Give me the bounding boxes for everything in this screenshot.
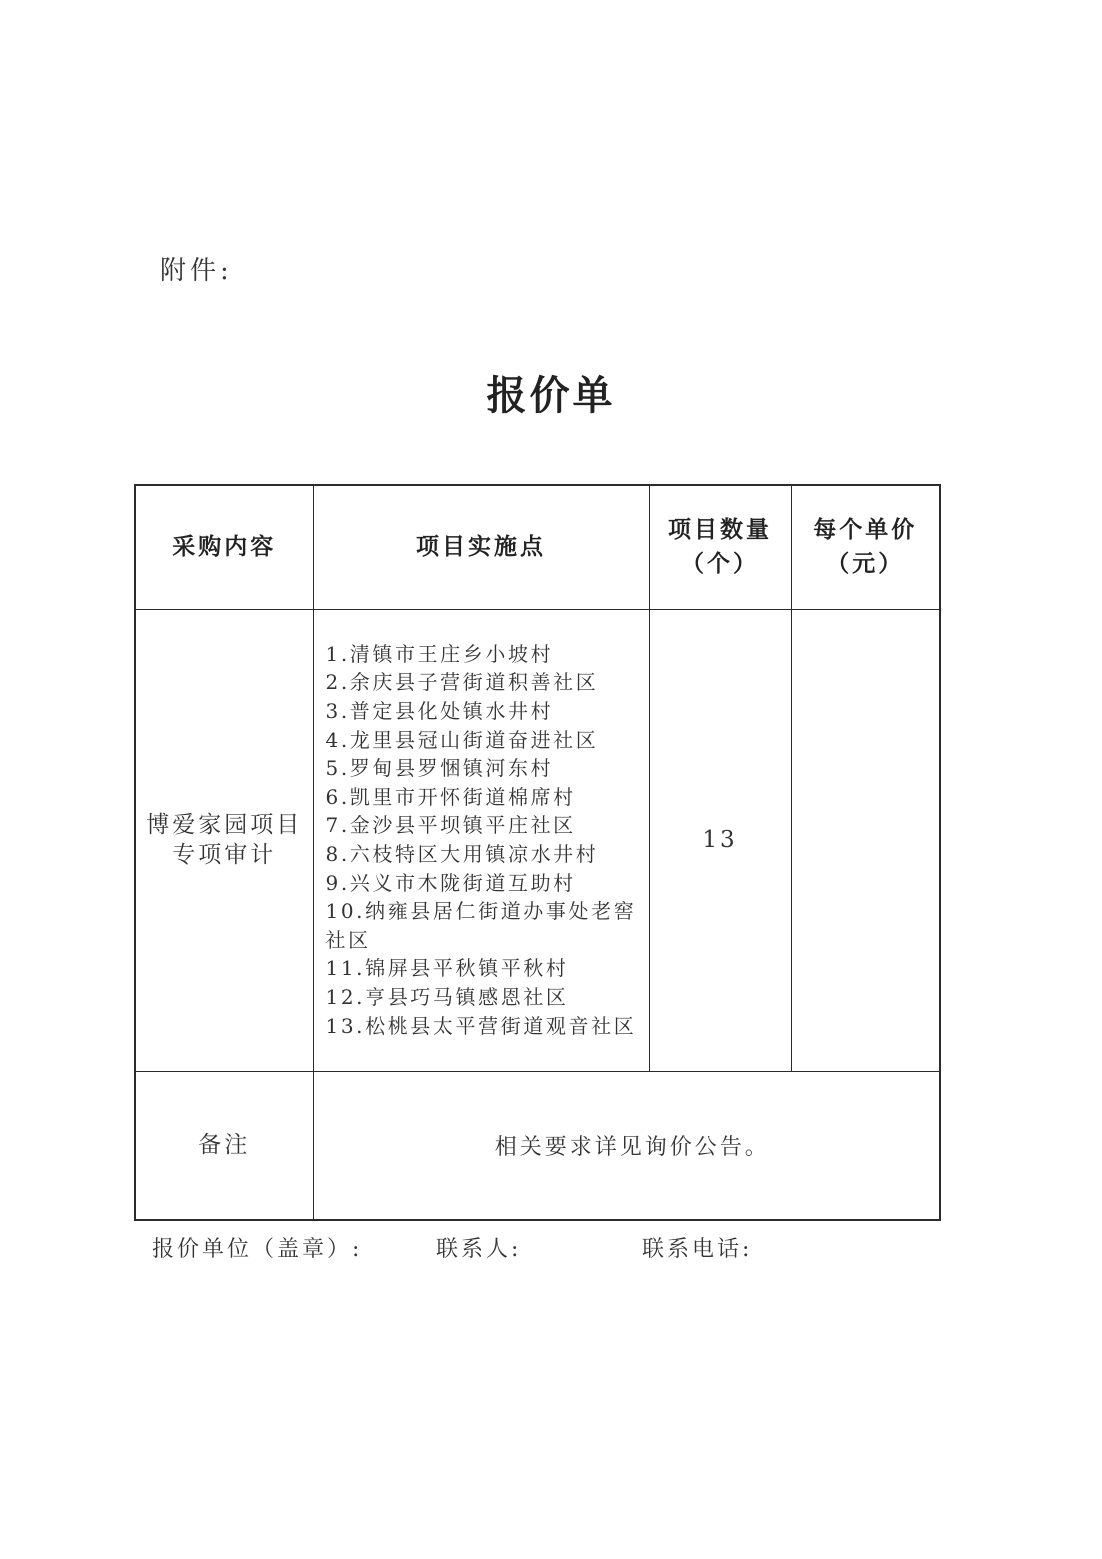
remark-text: 相关要求详见询价公告。 bbox=[313, 1071, 940, 1220]
content-line2: 专项审计 bbox=[172, 842, 277, 868]
list-item: 8.六枝特区大用镇凉水井村 bbox=[325, 842, 599, 866]
list-item: 2.余庆县子营街道积善社区 bbox=[325, 670, 599, 695]
list-item: 7.金沙县平坝镇平庄社区 bbox=[325, 813, 576, 838]
page-title: 报价单 bbox=[486, 373, 616, 419]
header-content bbox=[135, 485, 313, 609]
footer-unit: 报价单位（盖章）: bbox=[152, 1237, 363, 1262]
header-quantity bbox=[649, 485, 791, 609]
footer bbox=[0, 1232, 1102, 1264]
footer-contact: 联系人: bbox=[436, 1237, 522, 1262]
quotation-table bbox=[134, 484, 941, 1221]
quantity-cell bbox=[649, 609, 791, 1071]
footer-phone: 联系电话: bbox=[642, 1237, 753, 1262]
list-item: 3.普定县化处镇水井村 bbox=[325, 699, 554, 724]
header-quantity-line1: 项目数量 bbox=[668, 517, 772, 544]
remark-label-cell bbox=[135, 1071, 313, 1220]
quantity-value: 13 bbox=[702, 827, 738, 853]
list-item: 10.纳雍县居仁街道办事处老窖社区 bbox=[325, 899, 637, 952]
content-line1: 博爱家园项目 bbox=[146, 812, 303, 838]
content-cell bbox=[135, 609, 313, 1071]
header-site-label: 项目实施点 bbox=[416, 534, 546, 561]
header-price bbox=[791, 485, 940, 609]
list-item: 9.兴义市木陇街道互助村 bbox=[325, 870, 576, 895]
list-item: 1.清镇市王庄乡小坡村 bbox=[325, 641, 554, 666]
header-price-line1: 每个单价 bbox=[813, 517, 918, 544]
list-item: 13.松桃县太平营街道观音社区 bbox=[325, 1013, 637, 1038]
table-row bbox=[135, 609, 940, 1071]
unit-price-cell bbox=[791, 609, 940, 1071]
attachment-label: 附件: bbox=[160, 256, 233, 286]
site-list bbox=[326, 640, 643, 1040]
site-cell bbox=[313, 609, 649, 1071]
list-item: 12.亨县巧马镇感恩社区 bbox=[325, 984, 569, 1009]
list-item: 5.罗甸县罗悃镇河东村 bbox=[325, 756, 554, 781]
header-quantity-line2: （个） bbox=[681, 551, 759, 578]
list-item: 4.龙里县冠山街道奋进社区 bbox=[325, 727, 599, 752]
header-price-line2: （元） bbox=[826, 551, 905, 578]
table-header-row bbox=[135, 485, 940, 609]
remark-label: 备注 bbox=[198, 1132, 251, 1159]
remark-row bbox=[135, 1071, 940, 1220]
header-content-label: 采购内容 bbox=[172, 534, 277, 561]
list-item: 11.锦屏县平秋镇平秋村 bbox=[325, 956, 569, 981]
list-item: 6.凯里市开怀街道棉席村 bbox=[325, 784, 576, 809]
header-site bbox=[313, 485, 649, 609]
